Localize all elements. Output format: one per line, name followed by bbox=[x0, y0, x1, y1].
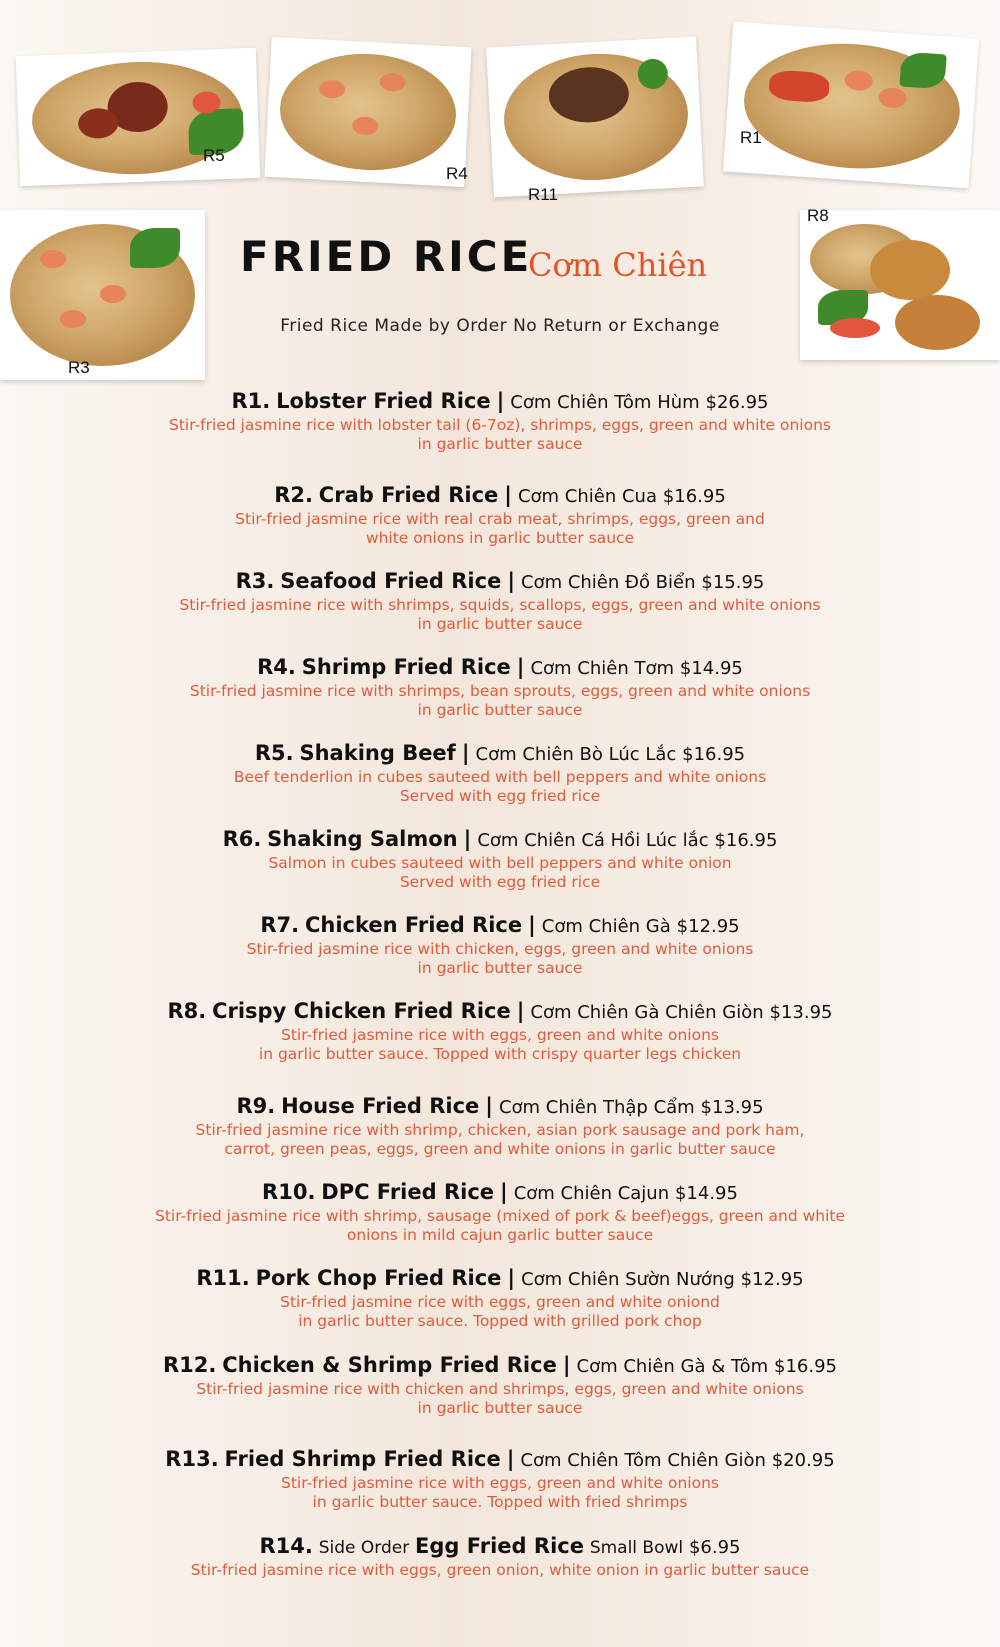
item-name: Pork Chop Fried Rice bbox=[255, 1266, 502, 1290]
menu-item bbox=[0, 1352, 1000, 1418]
item-code: R10. bbox=[262, 1180, 316, 1204]
item-vietnamese-name: Cơm Chiên Bò Lúc Lắc bbox=[475, 744, 677, 765]
item-price: $20.95 bbox=[771, 1450, 835, 1471]
item-code: R4. bbox=[257, 655, 296, 679]
item-vietnamese-name: Cơm Chiên Sườn Nướng bbox=[521, 1269, 735, 1290]
item-name: Crispy Chicken Fried Rice bbox=[212, 999, 511, 1023]
item-vietnamese-name: Cơm Chiên Cá Hồi Lúc lắc bbox=[477, 830, 709, 851]
item-separator: | bbox=[562, 1353, 571, 1377]
photo-label-r1: R1 bbox=[740, 128, 762, 147]
item-separator: | bbox=[516, 655, 525, 679]
item-vietnamese-name: Cơm Chiên Cajun bbox=[513, 1183, 670, 1204]
item-name: Shrimp Fried Rice bbox=[301, 655, 511, 679]
photo-r11 bbox=[486, 37, 704, 198]
item-code: R11. bbox=[196, 1266, 250, 1290]
item-description: Stir-fried jasmine rice with lobster tail (6-7oz), shrimps, eggs, green and white onions in garlic butter sauce bbox=[168, 416, 831, 453]
photo-r8 bbox=[800, 210, 1000, 360]
menu-item bbox=[0, 1093, 1000, 1159]
item-code: R7. bbox=[260, 913, 300, 937]
item-price: $15.95 bbox=[701, 572, 765, 593]
menu-subtitle: Fried Rice Made by Order No Return or Exchange bbox=[280, 316, 720, 336]
item-name: Seafood Fried Rice bbox=[280, 569, 502, 593]
side-order-size: Small Bowl bbox=[589, 1538, 684, 1558]
item-code: R2. bbox=[274, 483, 313, 507]
item-name: House Fried Rice bbox=[281, 1094, 480, 1118]
item-separator: | bbox=[496, 389, 505, 413]
item-name: Chicken Fried Rice bbox=[304, 913, 523, 937]
menu-item bbox=[0, 1179, 1000, 1245]
item-separator: | bbox=[516, 999, 525, 1023]
item-vietnamese-name: Cơm Chiên Gà & Tôm bbox=[576, 1356, 769, 1377]
menu-item bbox=[0, 568, 1000, 634]
item-description: Stir-fried jasmine rice with chicken, eggs, green and white onions in garlic butter sauce bbox=[246, 940, 754, 977]
item-description: Stir-fried jasmine rice with eggs, green and white onions in garlic butter sauce. Topped with crispy quarter legs chicken bbox=[258, 1026, 742, 1063]
item-name: Lobster Fried Rice bbox=[276, 389, 491, 413]
side-order-item bbox=[0, 1533, 1000, 1580]
item-code: R12. bbox=[163, 1353, 217, 1377]
photo-r1 bbox=[723, 22, 979, 189]
item-price: $16.95 bbox=[662, 486, 726, 507]
item-vietnamese-name: Cơm Chiên Tôm Chiên Giòn bbox=[520, 1450, 766, 1471]
item-separator: | bbox=[504, 483, 512, 507]
menu-item bbox=[0, 482, 1000, 548]
item-name: Chicken & Shrimp Fried Rice bbox=[222, 1353, 557, 1377]
item-description: Stir-fried jasmine rice with eggs, green and white oniond in garlic butter sauce. Topped with grilled pork chop bbox=[280, 1293, 720, 1330]
photo-label-r4: R4 bbox=[446, 164, 468, 183]
item-price: $12.95 bbox=[676, 916, 740, 937]
item-code: R1. bbox=[231, 389, 271, 413]
item-price: $14.95 bbox=[674, 1183, 738, 1204]
item-separator: | bbox=[507, 1266, 516, 1290]
item-name: Crab Fried Rice bbox=[318, 483, 499, 507]
photo-r3 bbox=[0, 210, 205, 380]
item-price: $13.95 bbox=[769, 1002, 833, 1023]
item-separator: | bbox=[506, 1447, 515, 1471]
menu-item bbox=[0, 740, 1000, 806]
item-description: Stir-fried jasmine rice with shrimps, squids, scallops, eggs, green and white onions in garlic butter sauce bbox=[179, 596, 821, 633]
item-code: R3. bbox=[235, 569, 275, 593]
item-description: Salmon in cubes sauteed with bell peppers and white onion Served with egg fried rice bbox=[268, 854, 732, 891]
item-price: $26.95 bbox=[705, 392, 769, 413]
item-description: Stir-fried jasmine rice with eggs, green and white onions in garlic butter sauce. Topped with fried shrimps bbox=[281, 1474, 719, 1511]
item-code: R5. bbox=[254, 741, 294, 765]
item-description: Beef tenderlion in cubes sauteed with bell peppers and white onions Served with egg fried rice bbox=[233, 768, 767, 805]
item-description: Stir-fried jasmine rice with shrimps, bean sprouts, eggs, green and white onions in garlic butter sauce bbox=[189, 682, 811, 719]
item-code: R8. bbox=[167, 999, 207, 1023]
photo-label-r11: R11 bbox=[528, 185, 558, 204]
menu-item bbox=[0, 998, 1000, 1064]
item-price: $16.95 bbox=[714, 830, 778, 851]
item-price: $14.95 bbox=[679, 658, 743, 679]
menu-item bbox=[0, 654, 1000, 720]
item-code: R13. bbox=[165, 1447, 219, 1471]
photo-label-r5: R5 bbox=[203, 146, 225, 165]
item-vietnamese-name: Cơm Chiên Gà bbox=[541, 916, 671, 937]
item-vietnamese-name: Cơm Chiên Thập Cẩm bbox=[498, 1097, 695, 1118]
item-name: Shaking Salmon bbox=[267, 827, 458, 851]
side-order-prefix: Side Order bbox=[318, 1538, 410, 1558]
item-name: Egg Fried Rice bbox=[415, 1534, 584, 1558]
item-separator: | bbox=[463, 827, 472, 851]
item-name: DPC Fried Rice bbox=[321, 1180, 495, 1204]
menu-item bbox=[0, 1265, 1000, 1331]
item-description: Stir-fried jasmine rice with chicken and shrimps, eggs, green and white onions in garlic butter sauce bbox=[196, 1380, 804, 1417]
item-description: Stir-fried jasmine rice with real crab meat, shrimps, eggs, green and white onions in garlic butter sauce bbox=[235, 510, 765, 547]
item-price: $6.95 bbox=[688, 1537, 741, 1558]
item-name: Fried Shrimp Fried Rice bbox=[224, 1447, 501, 1471]
photo-r4 bbox=[264, 37, 471, 187]
item-vietnamese-name: Cơm Chiên Đồ Biển bbox=[520, 572, 696, 593]
item-vietnamese-name: Cơm Chiên Tơm bbox=[530, 658, 675, 679]
menu-title bbox=[240, 232, 800, 292]
item-name: Shaking Beef bbox=[299, 741, 456, 765]
item-description: Stir-fried jasmine rice with shrimp, sausage (mixed of pork & beef)eggs, green and white onions in mild cajun garlic butter sauce bbox=[154, 1207, 845, 1244]
item-separator: | bbox=[485, 1094, 493, 1118]
item-separator: | bbox=[461, 741, 470, 765]
photo-label-r8: R8 bbox=[807, 206, 829, 225]
menu-item bbox=[0, 1446, 1000, 1512]
item-price: $13.95 bbox=[700, 1097, 764, 1118]
item-separator: | bbox=[500, 1180, 508, 1204]
menu-item bbox=[0, 826, 1000, 892]
item-price: $12.95 bbox=[740, 1269, 804, 1290]
photo-label-r3: R3 bbox=[68, 358, 90, 377]
item-code: R6. bbox=[222, 827, 262, 851]
item-code: R9. bbox=[236, 1094, 276, 1118]
title-english: FRIED RICE bbox=[240, 232, 533, 281]
title-vietnamese: Cơm Chiên bbox=[528, 246, 708, 284]
item-separator: | bbox=[528, 913, 536, 937]
menu-item bbox=[0, 912, 1000, 978]
item-separator: | bbox=[507, 569, 515, 593]
item-description: Stir-fried jasmine rice with eggs, green onion, white onion in garlic butter sauce bbox=[190, 1561, 810, 1579]
item-vietnamese-name: Cơm Chiên Tôm Hùm bbox=[510, 392, 700, 413]
item-vietnamese-name: Cơm Chiên Cua bbox=[517, 486, 657, 507]
item-description: Stir-fried jasmine rice with shrimp, chicken, asian pork sausage and pork ham, carrot, green peas, eggs, green and white onions in garlic butter sauce bbox=[195, 1121, 805, 1158]
item-vietnamese-name: Cơm Chiên Gà Chiên Giòn bbox=[530, 1002, 764, 1023]
item-code: R14. bbox=[259, 1534, 313, 1558]
item-price: $16.95 bbox=[682, 744, 746, 765]
menu-item bbox=[0, 388, 1000, 454]
item-price: $16.95 bbox=[774, 1356, 837, 1377]
